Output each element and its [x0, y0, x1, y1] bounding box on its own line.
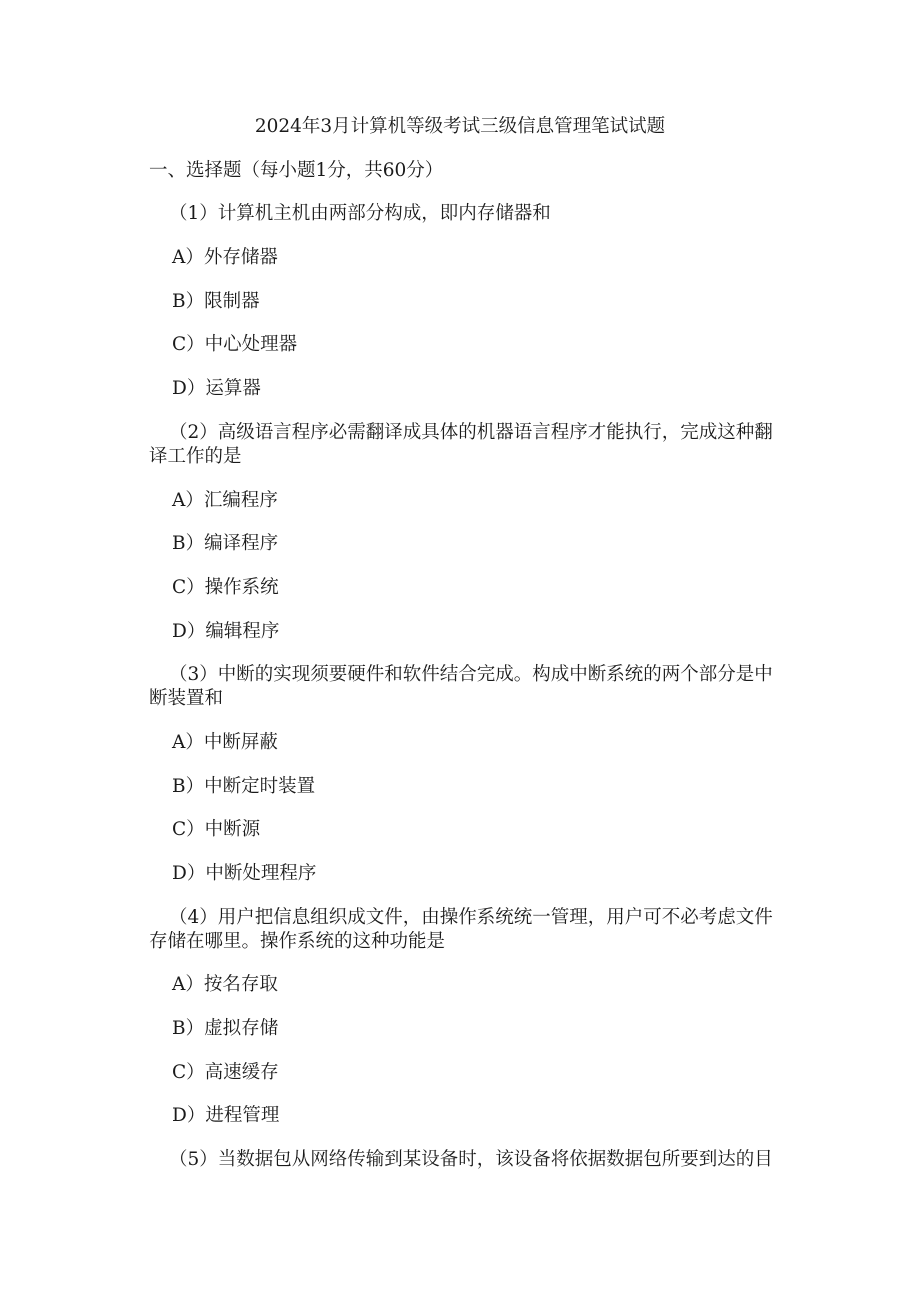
question-4-option-c: [0, 1061, 920, 1085]
answer-option: C）操作系统: [172, 576, 279, 598]
question-text-line: 译工作的是: [149, 445, 242, 467]
answer-option: D）中断处理程序: [172, 863, 317, 884]
question-3-option-d: [0, 862, 920, 886]
question-4-option-d: [0, 1104, 920, 1128]
question-1: [0, 202, 920, 226]
question-text-line: （1）计算机主机由两部分构成，即内存储器和: [169, 203, 551, 225]
question-1-option-c: [0, 333, 920, 357]
question-3: [0, 663, 920, 711]
question-text-line: （5）当数据包从网络传输到某设备时，该设备将依据数据包所要到达的目: [169, 1149, 773, 1171]
question-3-option-b: [0, 775, 920, 799]
question-3-option-a: [0, 731, 920, 755]
answer-option: A）汇编程序: [172, 489, 278, 511]
answer-option: C）中心处理器: [172, 334, 298, 356]
answer-option: A）按名存取: [172, 974, 278, 996]
answer-option: D）编辑程序: [172, 620, 280, 642]
question-2: [0, 421, 920, 469]
answer-option: D）运算器: [172, 378, 261, 400]
question-text-line: 断装置和: [149, 688, 224, 710]
document-body: [0, 115, 920, 1192]
question-2-option-b: [0, 532, 920, 556]
answer-option: B）虚拟存储: [172, 1018, 279, 1040]
question-text-line: （3）中断的实现须要硬件和软件结合完成。构成中断系统的两个部分是中: [169, 664, 773, 686]
question-1-option-b: [0, 290, 920, 314]
answer-option: D）进程管理: [172, 1105, 280, 1127]
question-3-option-c: [0, 818, 920, 842]
answer-option: A）外存储器: [172, 247, 278, 269]
question-2-option-a: [0, 489, 920, 513]
question-1-option-a: [0, 246, 920, 270]
answer-option: C）高速缓存: [172, 1061, 279, 1083]
section-heading: 一、选择题（每小题1分，共60分）: [149, 159, 444, 181]
question-text-line: （4）用户把信息组织成文件，由操作系统统一管理，用户可不必考虑文件: [169, 906, 773, 928]
question-2-option-c: [0, 576, 920, 600]
question-2-option-d: [0, 620, 920, 644]
question-1-option-d: [0, 377, 920, 401]
answer-option: B）限制器: [172, 290, 260, 312]
question-text-line: （2）高级语言程序必需翻译成具体的机器语言程序才能执行，完成这种翻: [169, 421, 773, 443]
question-5: [0, 1148, 920, 1172]
question-4: [0, 906, 920, 954]
answer-option: B）编译程序: [172, 533, 279, 555]
answer-option: C）中断源: [172, 819, 261, 841]
question-text-line: 存储在哪里。操作系统的这种功能是: [149, 930, 446, 952]
answer-option: A）中断屏蔽: [172, 731, 278, 753]
document-title: 2024年3月计算机等级考试三级信息管理笔试试题: [254, 116, 666, 137]
question-4-option-b: [0, 1017, 920, 1041]
question-4-option-a: [0, 973, 920, 997]
answer-option: B）中断定时装置: [172, 775, 316, 797]
